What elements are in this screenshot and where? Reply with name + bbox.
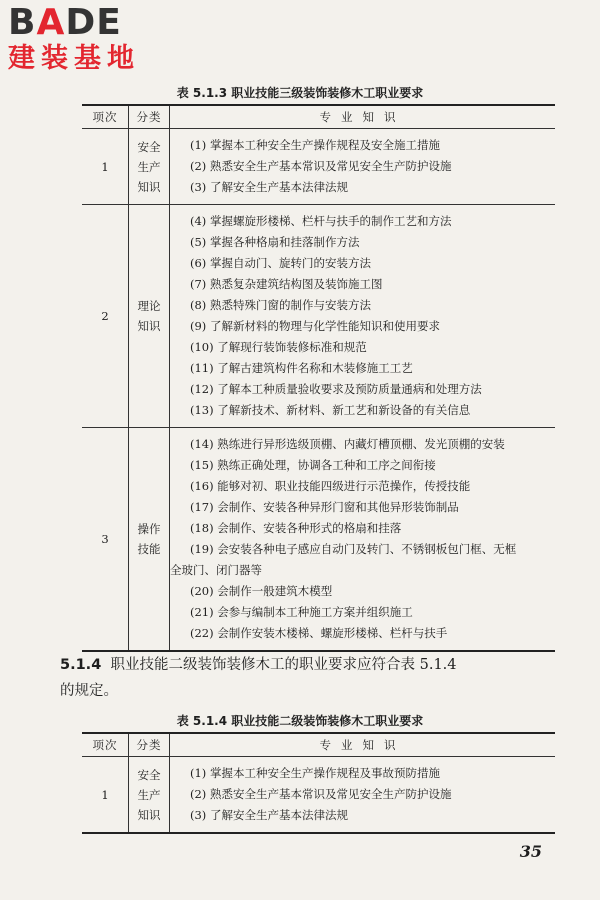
list-item: (3) 了解安全生产基本法律法规 [190,180,348,194]
table-row [82,205,555,428]
section-text-cont: 的规定。 [60,683,118,699]
logo-subtitle: 建装基地 [8,43,140,74]
list-item: (11) 了解古建筑构件名称和木装修施工工艺 [190,361,413,375]
table-row [82,428,555,652]
row-category: 安全 生产 知识 [129,129,170,205]
logo [8,4,140,76]
table-5-1-4 [82,732,555,834]
row-num: 3 [82,428,129,652]
list-item: (20) 会制作一般建筑木模型 [190,584,333,598]
list-item: (1) 掌握本工种安全生产操作规程及安全施工措施 [190,138,440,152]
section-5-1-4-paragraph [60,652,560,704]
list-item: (9) 了解新材料的物理与化学性能知识和使用要求 [190,319,440,333]
row-items [170,129,556,205]
list-item: (3) 了解安全生产基本法律法规 [190,808,348,822]
logo-wordmark [8,4,140,42]
list-item: (6) 掌握自动门、旋转门的安装方法 [190,256,371,270]
row-category: 安全 生产 知识 [129,757,170,834]
header-num: 项次 [82,733,129,757]
list-item: (22) 会制作安装木楼梯、螺旋形楼梯、栏杆与扶手 [190,626,448,640]
list-item: (2) 熟悉安全生产基本常识及常见安全生产防护设施 [190,787,452,801]
row-category: 操作 技能 [129,428,170,652]
logo-letters-de: DE [65,2,122,43]
list-item: (18) 会制作、安装各种形式的格扇和挂落 [190,521,402,535]
list-item: (5) 掌握各种格扇和挂落制作方法 [190,235,360,249]
row-items [170,205,556,428]
row-items [170,428,556,652]
row-num: 1 [82,757,129,834]
list-item: (21) 会参与编制本工种施工方案并组织施工 [190,605,413,619]
table-5-1-3 [82,104,555,652]
row-items [170,757,556,834]
list-item: (19) 会安装各种电子感应自动门及转门、不锈钢板包门框、无框 [190,542,517,556]
list-item: (12) 了解本工种质量验收要求及预防质量通病和处理方法 [190,382,482,396]
header-category: 分类 [129,733,170,757]
list-item: (7) 熟悉复杂建筑结构图及装饰施工图 [190,277,383,291]
list-item: (13) 了解新技术、新材料、新工艺和新设备的有关信息 [190,403,471,417]
table-5-1-3-caption: 表 5.1.3 职业技能三级装饰装修木工职业要求 [176,86,424,100]
list-item: (14) 熟练进行异形选级顶棚、内藏灯槽顶棚、发光顶棚的安装 [190,437,505,451]
list-item: (10) 了解现行装饰装修标准和规范 [190,340,367,354]
table-row [82,129,555,205]
logo-letter-a: A [36,2,66,43]
list-item-continuation: 全玻门、闭门器等 [170,563,262,577]
header-category: 分类 [129,105,170,129]
header-num: 项次 [82,105,129,129]
list-item: (15) 熟练正确处理，协调各工种和工序之间衔接 [190,458,436,472]
row-num: 2 [82,205,129,428]
list-item: (2) 熟悉安全生产基本常识及常见安全生产防护设施 [190,159,452,173]
section-number: 5.1.4 [60,657,102,673]
header-knowledge: 专业知识 [170,105,556,129]
section-text: 职业技能二级装饰装修木工的职业要求应符合表 5.1.4 [110,657,457,673]
list-item: (1) 掌握本工种安全生产操作规程及事故预防措施 [190,766,440,780]
page-number: 35 [519,842,542,861]
table-row [82,757,555,834]
list-item: (4) 掌握螺旋形楼梯、栏杆与扶手的制作工艺和方法 [190,214,452,228]
table-5-1-4-caption: 表 5.1.4 职业技能二级装饰装修木工职业要求 [176,714,424,728]
row-category: 理论 知识 [129,205,170,428]
row-num: 1 [82,129,129,205]
logo-letter-b: B [8,2,37,43]
list-item: (16) 能够对初、职业技能四级进行示范操作，传授技能 [190,479,471,493]
list-item: (17) 会制作、安装各种异形门窗和其他异形装饰制品 [190,500,459,514]
header-knowledge: 专业知识 [170,733,556,757]
list-item: (8) 熟悉特殊门窗的制作与安装方法 [190,298,371,312]
